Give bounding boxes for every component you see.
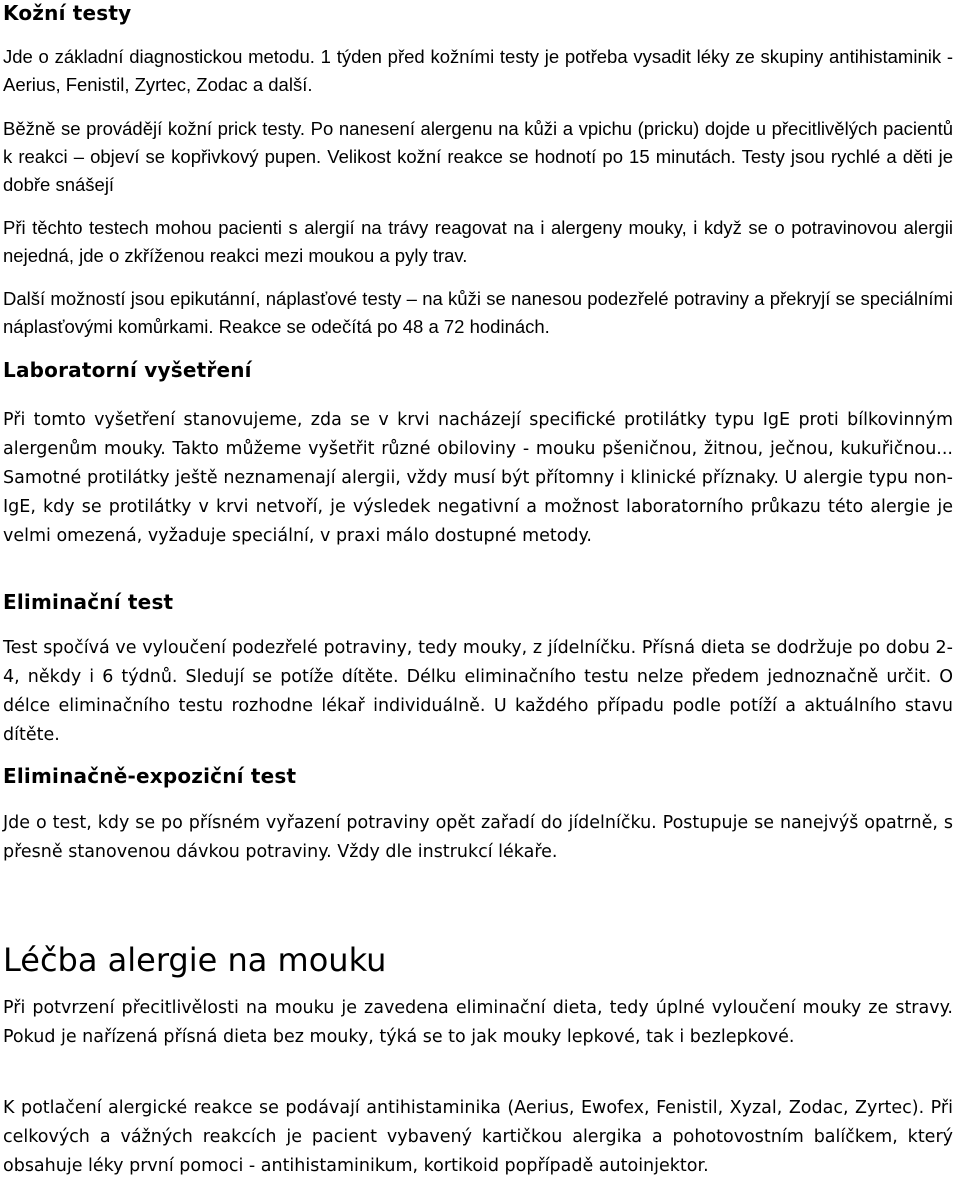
paragraph-kozni-testy-3: Při těchto testech mohou pacienti s alergií na trávy reagovat na i alergeny mouky, i když se o potravinovou alergii nejedná, jde o zkříženou reakci mezi moukou a pyly trav.: [3, 217, 953, 266]
heading-lecba-alergie: Léčba alergie na mouku: [3, 941, 387, 979]
paragraph-eliminacne-expozicni-test: Jde o test, kdy se po přísném vyřazení potraviny opět zařadí do jídelníčku. Postupuje se nanejvýš opatrně, s přesně stanovenou dávkou potraviny. Vždy dle instrukcí lékaře.: [3, 813, 953, 862]
paragraph-kozni-testy-4: Další možností jsou epikutánní, náplasťové testy – na kůži se nanesou podezřelé potraviny a překryjí se speciálními náplasťovými komůrkami. Reakce se odečítá po 48 a 72 hodinách.: [3, 288, 953, 337]
heading-laboratorni-vysetreni: Laboratorní vyšetření: [3, 358, 252, 382]
paragraph-eliminacni-test: Test spočívá ve vyloučení podezřelé potraviny, tedy mouky, z jídelníčku. Přísná dieta se dodržuje po dobu 2-4, někdy i 6 týdnů. Sledují se potíže dítěte. Délku eliminačního testu nelze předem jednoznačně určit. O délce eliminačního testu rozhodne lékař individuálně. U každého případu podle potíží a aktuálního stavu dítěte.: [3, 638, 953, 745]
paragraph-kozni-testy-2: Běžně se provádějí kožní prick testy. Po nanesení alergenu na kůži a vpichu (pricku) dojde u přecitlivělých pacientů k reakci – objeví se kopřivkový pupen. Velikost kožní reakce se hodnotí po 15 minutách. Testy jsou rychlé a děti je dobře snášejí: [3, 118, 953, 195]
heading-eliminacni-test: Eliminační test: [3, 590, 174, 614]
paragraph-lecba-alergie-2: K potlačení alergické reakce se podávají antihistaminika (Aerius, Ewofex, Fenistil, Xyzal, Zodac, Zyrtec). Při celkových a vážných reakcích je pacient vybavený kartičkou alergika a pohotovostním balíčkem, který obsahuje léky první pomoci - antihistaminikum, kortikoid popřípadě autoinjektor.: [3, 1098, 953, 1176]
heading-kozni-testy: Kožní testy: [3, 1, 132, 25]
paragraph-lecba-alergie-1: Při potvrzení přecitlivělosti na mouku je zavedena eliminační dieta, tedy úplné vyloučení mouky ze stravy. Pokud je nařízená přísná dieta bez mouky, týká se to jak mouky lepkové, tak i bezlepkové.: [3, 998, 953, 1047]
paragraph-kozni-testy-1: Jde o základní diagnostickou metodu. 1 týden před kožními testy je potřeba vysadit léky ze skupiny antihistaminik - Aerius, Fenistil, Zyrtec, Zodac a další.: [3, 46, 953, 95]
paragraph-laboratorni-vysetreni: Při tomto vyšetření stanovujeme, zda se v krvi nacházejí specifické protilátky typu IgE proti bílkovinným alergenům mouky. Takto můžeme vyšetřit různé obiloviny - mouku pšeničnou, žitnou, ječnou, kukuřičnou... Samotné protilátky ještě neznamenají alergii, vždy musí být přítomny i klinické příznaky. U alergie typu non-IgE, kdy se protilátky v krvi netvoří, je výsledek negativní a možnost laboratorního průkazu této alergie je velmi omezená, vyžaduje speciální, v praxi málo dostupné metody.: [3, 410, 953, 546]
heading-eliminacne-expozicni-test: Eliminačně-expoziční test: [3, 764, 297, 788]
